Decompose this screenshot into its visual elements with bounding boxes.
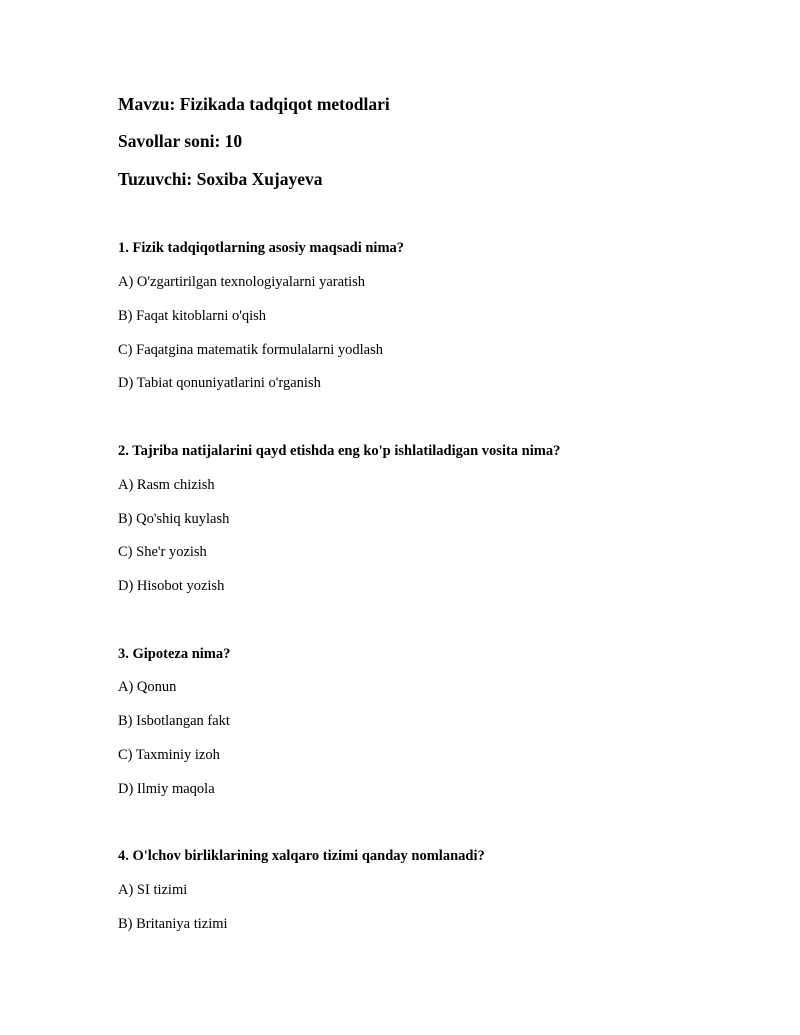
author-heading: Tuzuvchi: Soxiba Xujayeva (118, 169, 323, 189)
question-1-option-c: C) Faqatgina matematik formulalarni yodlash (118, 342, 383, 358)
question-3-option-c: C) Taxminiy izoh (118, 747, 220, 763)
question-4-text: 4. O'lchov birliklarining xalqaro tizimi qanday nomlanadi? (118, 848, 485, 864)
question-1-option-a: A) O'zgartirilgan texnologiyalarni yaratish (118, 274, 366, 290)
question-4-option-b: B) Britaniya tizimi (118, 916, 228, 932)
question-3-text: 3. Gipoteza nima? (118, 646, 231, 662)
question-2-text: 2. Tajriba natijalarini qayd etishda eng ko'p ishlatiladigan vosita nima? (118, 443, 561, 459)
question-3-option-a: A) Qonun (118, 679, 177, 695)
question-1-option-b: B) Faqat kitoblarni o'qish (118, 308, 267, 324)
topic-heading: Mavzu: Fizikada tadqiqot metodlari (118, 94, 390, 114)
question-1-text: 1. Fizik tadqiqotlarning asosiy maqsadi nima? (118, 240, 405, 256)
question-3-option-d: D) Ilmiy maqola (118, 781, 215, 797)
question-3-option-b: B) Isbotlangan fakt (118, 713, 230, 729)
question-2-option-c: C) She'r yozish (118, 544, 207, 560)
question-2-option-a: A) Rasm chizish (118, 477, 215, 493)
question-4-option-a: A) SI tizimi (118, 882, 188, 898)
question-1-option-d: D) Tabiat qonuniyatlarini o'rganish (118, 375, 321, 391)
question-2-option-b: B) Qo'shiq kuylash (118, 511, 230, 527)
question-count-heading: Savollar soni: 10 (118, 131, 243, 151)
question-2-option-d: D) Hisobot yozish (118, 578, 225, 594)
